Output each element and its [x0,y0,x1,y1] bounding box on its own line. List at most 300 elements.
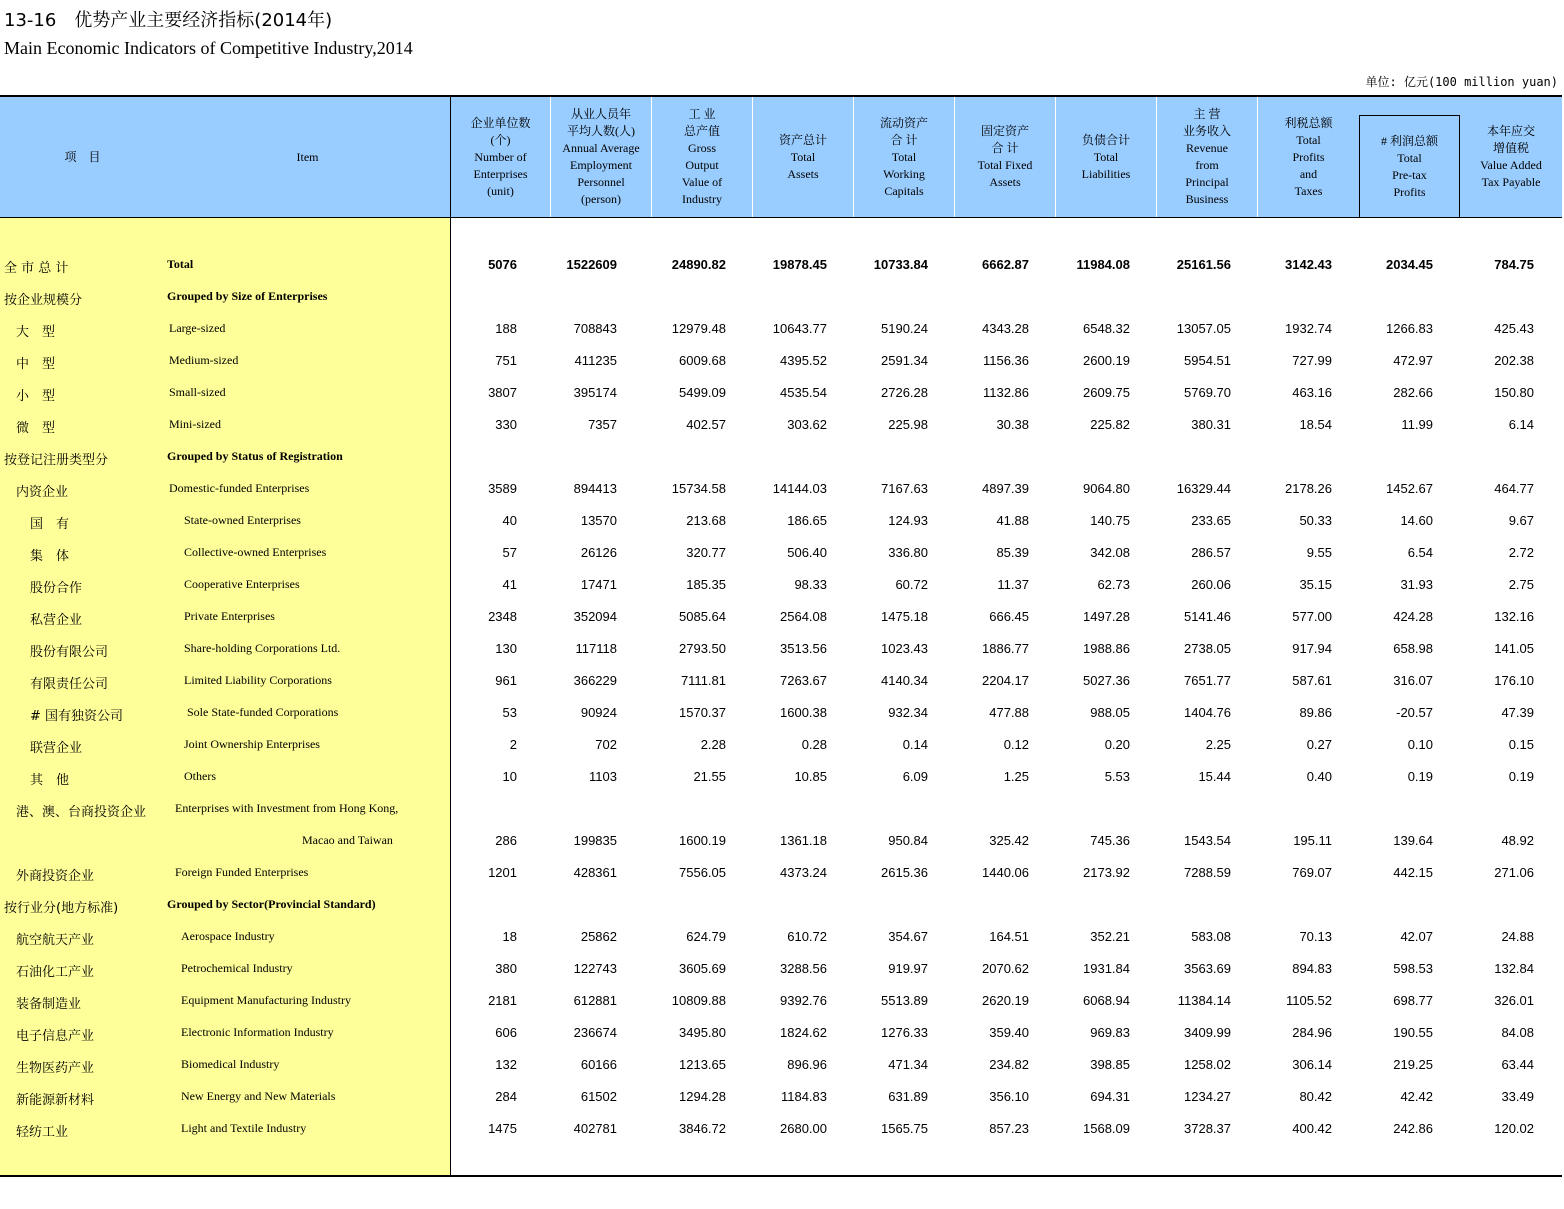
cell-value: 3409.99 [1184,1025,1231,1040]
cell-value: 233.65 [1191,513,1231,528]
cell-value: 10 [502,769,517,784]
row-label-cn: 按企业规模分 [4,293,83,308]
cell-value: 139.64 [1393,833,1433,848]
cell-value: 402.57 [686,417,726,432]
row-label-en: Large-sized [169,321,226,335]
cell-value: 587.61 [1292,673,1332,688]
table-row [0,889,1562,921]
row-label-cn: 航空航天产业 [16,933,95,948]
cell-value: 857.23 [989,1121,1029,1136]
cell-value: 89.86 [1299,705,1332,720]
cell-value: 3142.43 [1285,257,1332,272]
cell-value: 7556.05 [679,865,726,880]
row-label-en: Aerospace Industry [181,929,275,943]
cell-value: 1404.76 [1184,705,1231,720]
cell-value: 9064.80 [1083,481,1130,496]
cell-value: 213.68 [686,513,726,528]
header-item-en: Item [296,149,319,164]
cell-value: 5190.24 [881,321,928,336]
cell-value: 1023.43 [881,641,928,656]
cell-value: 242.86 [1393,1121,1433,1136]
cell-value: 4395.52 [780,353,827,368]
row-label-cn: 微 型 [16,421,56,436]
cell-value: 6.14 [1508,417,1534,432]
cell-value: 4897.39 [982,481,1029,496]
cell-value: 6009.68 [679,353,726,368]
cell-value: 354.67 [888,929,928,944]
cell-value: 2615.36 [881,865,928,880]
row-label-cn: 电子信息产业 [16,1029,95,1044]
cell-value: 9.55 [1306,545,1332,560]
cell-value: 271.06 [1494,865,1534,880]
cell-value: 702 [595,737,617,752]
cell-value: 176.10 [1494,673,1534,688]
cell-value: 10643.77 [772,321,827,336]
cell-value: 2.25 [1205,737,1231,752]
cell-value: 356.10 [989,1089,1029,1104]
cell-value: 53 [502,705,517,720]
table-row [0,473,1562,505]
cell-value: 1.25 [1003,769,1029,784]
cell-value: 185.35 [686,577,726,592]
cell-value: 7357 [588,417,617,432]
cell-value: 7288.59 [1184,865,1231,880]
table-row [0,345,1562,377]
row-label-cn: 内资企业 [16,485,69,500]
cell-value: 1570.37 [679,705,726,720]
row-label-cn: 外商投资企业 [16,869,95,884]
cell-value: 0.27 [1306,737,1332,752]
table-row [0,633,1562,665]
table-row [0,793,1562,825]
cell-value: 13570 [580,513,617,528]
header-enterprises: 企业单位数 (个) Number of Enterprises (unit) [450,97,551,217]
table-row [0,537,1562,569]
cell-value: 3846.72 [679,1121,726,1136]
cell-value: 2600.19 [1083,353,1130,368]
cell-value: 577.00 [1292,609,1332,624]
cell-value: 894.83 [1292,961,1332,976]
cell-value: 698.77 [1393,993,1433,1008]
cell-value: 225.82 [1090,417,1130,432]
cell-value: 35.15 [1299,577,1332,592]
cell-value: 5769.70 [1184,385,1231,400]
cell-value: 411235 [574,353,617,368]
cell-value: 471.34 [888,1057,928,1072]
cell-value: 84.08 [1501,1025,1534,1040]
header-employment: 从业人员年 平均人数(人) Annual Average Employment Personnel (person) [551,97,652,217]
row-label-cn: 股份有限公司 [30,645,109,660]
table-title-en: Main Economic Indicators of Competitive Industry,2014 [4,38,413,58]
cell-value: 1258.02 [1184,1057,1231,1072]
cell-value: 17471 [580,577,617,592]
cell-value: 6068.94 [1083,993,1130,1008]
cell-value: 7167.63 [881,481,928,496]
cell-value: 352094 [573,609,617,624]
header-working-capitals: 流动资产 合 计 Total Working Capitals [854,97,955,217]
cell-value: 612881 [573,993,617,1008]
row-label-en: Grouped by Size of Enterprises [167,289,328,303]
cell-value: 2609.75 [1083,385,1130,400]
row-label-cn: 中 型 [16,357,56,372]
cell-value: 2 [509,737,517,752]
cell-value: 5954.51 [1184,353,1231,368]
row-label-en: Macao and Taiwan [302,833,393,847]
cell-value: 225.98 [888,417,928,432]
cell-value: 606 [495,1025,517,1040]
row-label-cn: 按登记注册类型分 [4,453,109,468]
cell-value: 3495.80 [679,1025,726,1040]
cell-value: 150.80 [1494,385,1534,400]
cell-value: 25161.56 [1176,257,1231,272]
cell-value: 320.77 [686,545,726,560]
cell-value: 464.77 [1494,481,1534,496]
row-label-cn: 股份合作 [30,581,83,596]
cell-value: 0.20 [1104,737,1130,752]
cell-value: 50.33 [1299,513,1332,528]
cell-value: 25862 [580,929,617,944]
cell-value: 33.49 [1501,1089,1534,1104]
cell-value: 1475 [488,1121,517,1136]
row-label-en: Petrochemical Industry [181,961,293,975]
cell-value: 120.02 [1494,1121,1534,1136]
cell-value: 400.42 [1292,1121,1332,1136]
row-label-cn: 新能源新材料 [16,1093,95,1108]
cell-value: 583.08 [1191,929,1231,944]
cell-value: 745.36 [1090,833,1130,848]
cell-value: 10.85 [794,769,827,784]
cell-value: 4373.24 [780,865,827,880]
cell-value: 47.39 [1501,705,1534,720]
table-row [0,729,1562,761]
cell-value: 2738.05 [1184,641,1231,656]
cell-value: 18 [502,929,517,944]
row-label-cn: 其 他 [30,773,70,788]
table-row [0,441,1562,473]
header-profits-taxes: 利税总额 Total Profits and Taxes [1284,115,1333,198]
cell-value: 5085.64 [679,609,726,624]
cell-value: 1543.54 [1184,833,1231,848]
table-row [0,825,1562,857]
row-label-en: Private Enterprises [184,609,275,623]
header-fixed-assets: 固定资产 合 计 Total Fixed Assets [955,97,1056,217]
cell-value: 769.07 [1292,865,1332,880]
row-label-en: Grouped by Sector(Provincial Standard) [167,897,376,911]
cell-value: 380 [495,961,517,976]
table-row [0,697,1562,729]
cell-value: 16329.44 [1176,481,1231,496]
table-row [0,857,1562,889]
table-row [0,665,1562,697]
table-row [0,1113,1562,1145]
cell-value: 60.72 [895,577,928,592]
cell-value: 894413 [573,481,617,496]
table-row [0,281,1562,313]
cell-value: 3605.69 [679,961,726,976]
row-label-en: Equipment Manufacturing Industry [181,993,351,1007]
cell-value: 186.65 [787,513,827,528]
cell-value: 2793.50 [679,641,726,656]
cell-value: 2564.08 [780,609,827,624]
cell-value: 1266.83 [1386,321,1433,336]
cell-value: 130 [495,641,517,656]
cell-value: 1452.67 [1386,481,1433,496]
cell-value: 284 [495,1089,517,1104]
cell-value: 57 [502,545,517,560]
cell-value: 380.31 [1191,417,1231,432]
table-row [0,505,1562,537]
cell-value: 30.38 [996,417,1029,432]
cell-value: 2.72 [1508,545,1534,560]
row-label-en: Sole State-funded Corporations [187,705,339,719]
cell-value: 3728.37 [1184,1121,1231,1136]
cell-value: 610.72 [787,929,827,944]
cell-value: 132.16 [1494,609,1534,624]
cell-value: 9.67 [1508,513,1534,528]
cell-value: 1213.65 [679,1057,726,1072]
row-label-cn: 国 有 [30,517,70,532]
cell-value: 2348 [488,609,517,624]
cell-value: 3563.69 [1184,961,1231,976]
table-row [0,377,1562,409]
cell-value: 366229 [573,673,617,688]
cell-value: 424.28 [1393,609,1433,624]
table-header [0,97,1562,218]
cell-value: 896.96 [787,1057,827,1072]
row-label-en: Share-holding Corporations Ltd. [184,641,341,655]
cell-value: 1294.28 [679,1089,726,1104]
cell-value: 11.37 [997,577,1029,592]
cell-value: 1886.77 [982,641,1029,656]
cell-value: 2726.28 [881,385,928,400]
row-label-cn: 按行业分(地方标准) [4,901,119,916]
cell-value: 2181 [488,993,517,1008]
cell-value: 708843 [573,321,617,336]
cell-value: 784.75 [1494,257,1534,272]
cell-value: 85.39 [996,545,1029,560]
cell-value: 1522609 [566,257,617,272]
row-label-en: Others [184,769,216,783]
cell-value: 5027.36 [1083,673,1130,688]
cell-value: 11984.08 [1076,257,1130,272]
row-label-en: State-owned Enterprises [184,513,301,527]
cell-value: 12979.48 [671,321,726,336]
row-label-cn: # 国有独资公司 [30,709,124,724]
row-label-en: Collective-owned Enterprises [184,545,327,559]
cell-value: 463.16 [1292,385,1332,400]
row-label-cn: 全 市 总 计 [4,261,69,276]
cell-value: 330 [495,417,517,432]
row-label-en: Total [167,257,194,271]
cell-value: 969.83 [1090,1025,1130,1040]
cell-value: 4140.34 [881,673,928,688]
cell-value: 428361 [573,865,617,880]
row-label-cn: 大 型 [16,325,56,340]
cell-value: 0.19 [1508,769,1534,784]
table-row [0,985,1562,1017]
cell-value: 1600.38 [780,705,827,720]
cell-value: 188 [495,321,517,336]
header-liabilities: 负债合计 Total Liabilities [1056,97,1157,217]
row-label-en: Light and Textile Industry [181,1121,307,1135]
cell-value: 7111.81 [680,673,726,688]
cell-value: 2620.19 [982,993,1029,1008]
row-label-cn: 私营企业 [30,613,83,628]
cell-value: 306.14 [1292,1057,1332,1072]
cell-value: 70.13 [1299,929,1332,944]
row-label-cn: 有限责任公司 [30,677,109,692]
cell-value: 234.82 [989,1057,1029,1072]
cell-value: 342.08 [1090,545,1130,560]
bottom-rule [0,1175,1562,1177]
cell-value: 15734.58 [671,481,726,496]
cell-value: 442.15 [1393,865,1433,880]
cell-value: 19878.45 [772,257,827,272]
cell-value: 359.40 [989,1025,1029,1040]
cell-value: 1931.84 [1083,961,1130,976]
cell-value: 18.54 [1299,417,1332,432]
row-label-cn: 联营企业 [30,741,83,756]
row-label-en: Domestic-funded Enterprises [169,481,310,495]
cell-value: 5.53 [1104,769,1130,784]
cell-value: 80.42 [1299,1089,1332,1104]
cell-value: 11.99 [1401,417,1433,432]
cell-value: 0.15 [1508,737,1534,752]
cell-value: 2591.34 [881,353,928,368]
cell-value: 352.21 [1090,929,1130,944]
cell-value: 13057.05 [1176,321,1231,336]
cell-value: 48.92 [1501,833,1534,848]
row-label-cn: 集 体 [30,549,70,564]
cell-value: 6.09 [902,769,928,784]
cell-value: 199835 [573,833,617,848]
cell-value: 164.51 [989,929,1029,944]
cell-value: 60166 [580,1057,617,1072]
cell-value: 3589 [488,481,517,496]
cell-value: 694.31 [1090,1089,1130,1104]
cell-value: 2204.17 [982,673,1029,688]
cell-value: 7263.67 [780,673,827,688]
cell-value: 1103 [589,769,617,784]
table-row [0,601,1562,633]
cell-value: 190.55 [1393,1025,1433,1040]
cell-value: 21.55 [693,769,726,784]
row-label-cn: 装备制造业 [16,997,82,1012]
cell-value: 988.05 [1090,705,1130,720]
table-row [0,921,1562,953]
table-row [0,313,1562,345]
cell-value: 132.84 [1494,961,1534,976]
cell-value: 1201 [488,865,517,880]
cell-value: 284.96 [1292,1025,1332,1040]
cell-value: 42.07 [1400,929,1433,944]
cell-value: 5076 [488,257,517,272]
cell-value: 631.89 [888,1089,928,1104]
table-row [0,569,1562,601]
cell-value: 1824.62 [780,1025,827,1040]
row-label-en: Limited Liability Corporations [184,673,332,687]
cell-value: 506.40 [787,545,827,560]
cell-value: 41.88 [996,513,1029,528]
cell-value: 658.98 [1393,641,1433,656]
cell-value: 286 [495,833,517,848]
cell-value: 2173.92 [1083,865,1130,880]
table-row [0,953,1562,985]
header-revenue: 主 营 业务收入 Revenue from Principal Business [1157,97,1258,217]
row-label-en: Joint Ownership Enterprises [184,737,320,751]
cell-value: 1475.18 [881,609,928,624]
cell-value: 10809.88 [671,993,726,1008]
cell-value: 1361.18 [780,833,827,848]
cell-value: 282.66 [1393,385,1433,400]
cell-value: 90924 [580,705,617,720]
cell-value: 3807 [488,385,517,400]
cell-value: 62.73 [1097,577,1130,592]
unit-label: 单位: 亿元(100 million yuan) [1365,75,1558,89]
row-label-cn: 轻纺工业 [16,1125,69,1140]
cell-value: 1276.33 [881,1025,928,1040]
row-label-cn: 生物医药产业 [16,1061,95,1076]
cell-value: 0.40 [1306,769,1332,784]
cell-value: 2178.26 [1285,481,1332,496]
table-title-cn: 13-16 优势产业主要经济指标(2014年) [4,10,333,31]
cell-value: 236674 [573,1025,617,1040]
cell-value: 398.85 [1090,1057,1130,1072]
cell-value: 42.42 [1400,1089,1433,1104]
table-row [0,409,1562,441]
cell-value: 2034.45 [1386,257,1433,272]
cell-value: 666.45 [989,609,1029,624]
cell-value: 202.38 [1494,353,1534,368]
header-total-assets: 资产总计 Total Assets [753,97,854,217]
cell-value: 10733.84 [873,257,928,272]
cell-value: 1565.75 [881,1121,928,1136]
cell-value: 0.14 [902,737,928,752]
cell-value: 598.53 [1393,961,1433,976]
table-row [0,1017,1562,1049]
cell-value: 260.06 [1191,577,1231,592]
row-label-cn: 小 型 [16,389,56,404]
table-row [0,1081,1562,1113]
row-label-en: Foreign Funded Enterprises [175,865,309,879]
cell-value: 1988.86 [1083,641,1130,656]
cell-value: 26126 [580,545,617,560]
cell-value: 1184.83 [780,1089,827,1104]
cell-value: 0.10 [1407,737,1433,752]
cell-value: 316.07 [1393,673,1433,688]
cell-value: 1600.19 [679,833,726,848]
cell-value: 425.43 [1494,321,1534,336]
cell-value: 14144.03 [772,481,827,496]
cell-value: -20.57 [1396,705,1433,720]
row-label-en: New Energy and New Materials [181,1089,336,1103]
cell-value: 11384.14 [1177,993,1231,1008]
cell-value: 6662.87 [982,257,1029,272]
table-row [0,249,1562,281]
cell-value: 1440.06 [982,865,1029,880]
cell-value: 1568.09 [1083,1121,1130,1136]
cell-value: 961 [495,673,517,688]
table-row [0,761,1562,793]
cell-value: 0.28 [801,737,827,752]
cell-value: 472.97 [1393,353,1433,368]
cell-value: 919.97 [888,961,928,976]
cell-value: 751 [495,353,517,368]
cell-value: 124.93 [888,513,928,528]
cell-value: 1497.28 [1083,609,1130,624]
cell-value: 9392.76 [780,993,827,1008]
cell-value: 140.75 [1090,513,1130,528]
